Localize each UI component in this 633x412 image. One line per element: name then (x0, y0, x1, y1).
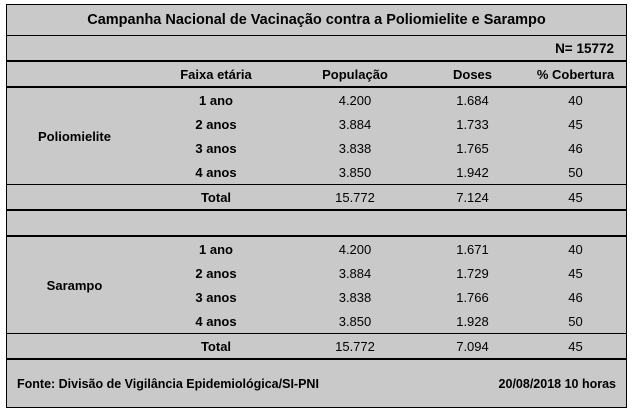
total-doses-value: 7.124 (420, 185, 525, 211)
doses-value: 1.684 (456, 92, 489, 108)
doses-value: 1.765 (456, 140, 489, 156)
vaccination-table (7, 62, 626, 360)
total-population-value: 15.772 (290, 185, 420, 211)
section-spacer (7, 210, 626, 236)
population-value: 3.884 (338, 265, 372, 281)
coverage-value: 50 (568, 313, 583, 329)
column-header-group (7, 62, 142, 87)
age-label: 1 ano (199, 92, 233, 108)
table-header-row (7, 62, 626, 87)
doses-value: 1.766 (456, 289, 489, 305)
age-label: 3 anos (195, 140, 237, 156)
population-value: 3.838 (338, 289, 372, 305)
coverage-value: 46 (568, 289, 583, 305)
coverage-value: 40 (568, 241, 583, 257)
coverage-value: 45 (568, 265, 583, 281)
report-title: Campanha Nacional de Vacinação contra a Poliomielite e Sarampo (7, 5, 626, 36)
population-value: 4.200 (338, 241, 372, 257)
total-coverage-value: 45 (525, 334, 626, 360)
total-doses-value: 7.094 (420, 334, 525, 360)
total-n-label: N= 15772 (7, 36, 626, 62)
table-row (7, 87, 626, 112)
total-group-blank (7, 334, 142, 360)
total-coverage-value: 45 (525, 185, 626, 211)
total-population-value: 15.772 (290, 334, 420, 360)
age-label: 2 anos (195, 265, 237, 281)
total-label: Total (142, 334, 290, 360)
age-label: 3 anos (195, 289, 237, 305)
table-total-row (7, 185, 626, 211)
column-header-coverage: % Cobertura (525, 62, 626, 87)
age-label: 4 anos (195, 164, 237, 180)
coverage-value: 50 (568, 164, 583, 180)
total-label: Total (142, 185, 290, 211)
total-group-blank (7, 185, 142, 211)
doses-value: 1.671 (456, 241, 489, 257)
population-value: 3.850 (338, 313, 372, 329)
age-label: 1 ano (199, 241, 233, 257)
population-value: 3.838 (338, 140, 372, 156)
doses-value: 1.733 (456, 116, 489, 132)
column-header-doses: Doses (420, 62, 525, 87)
table-total-row (7, 334, 626, 360)
population-value: 3.884 (338, 116, 372, 132)
coverage-value: 46 (568, 140, 583, 156)
section-label-sarampo: Sarampo (46, 277, 103, 293)
doses-value: 1.729 (456, 265, 489, 281)
footer-timestamp: 20/08/2018 10 horas (498, 376, 616, 391)
column-header-population: População (290, 62, 420, 87)
footer-source: Fonte: Divisão de Vigilância Epidemiológica/SI-PNI (17, 376, 319, 391)
column-header-age: Faixa etária (142, 62, 290, 87)
coverage-value: 40 (568, 92, 583, 108)
age-label: 2 anos (195, 116, 237, 132)
doses-value: 1.942 (456, 164, 489, 180)
doses-value: 1.928 (456, 313, 489, 329)
section-label-poliomielite: Poliomielite (38, 128, 111, 144)
report-footer (7, 360, 626, 407)
coverage-value: 45 (568, 116, 583, 132)
table-row (7, 236, 626, 261)
population-value: 3.850 (338, 164, 372, 180)
report-sheet (6, 4, 627, 408)
age-label: 4 anos (195, 313, 237, 329)
population-value: 4.200 (338, 92, 372, 108)
